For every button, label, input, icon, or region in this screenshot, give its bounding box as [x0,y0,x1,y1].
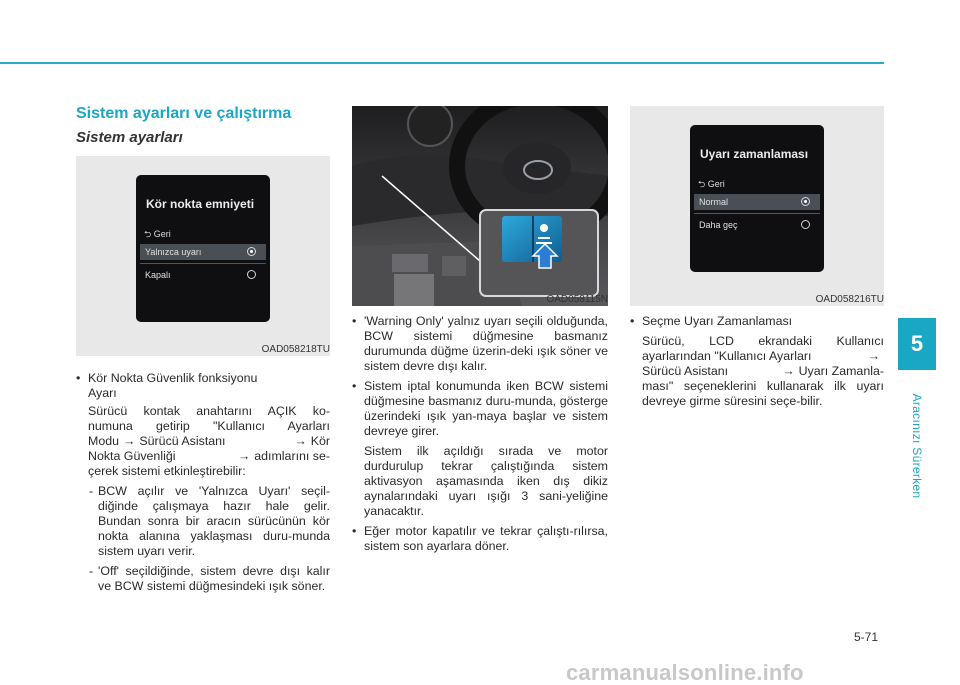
chapter-label: Aracınızı Sürerken [910,393,924,499]
section-title: Sistem ayarları ve çalıştırma [76,105,292,122]
lcd-option: Daha geç [694,217,820,233]
figure-warning-timing-menu [630,106,884,306]
radio-selected-icon [801,197,810,206]
bullet-item: • 'Warning Only' yalnız uyarı seçili olduğunda, BCW sistemi düğmesine basmanız durumunda düğme üzerin-deki ışık söner ve sistem devre dışı kalır. [352,314,608,374]
figure-blind-spot-menu [76,156,330,356]
lcd-title: Kör nokta emniyeti [146,197,255,211]
lcd-divider [694,213,820,214]
figure-caption: OAD058115N [546,294,608,305]
figure-caption: OAD058216TU [815,294,884,305]
radio-empty-icon [801,220,810,229]
chapter-tab: 5 [898,318,936,370]
arrow-icon: → [237,449,251,463]
body-paragraph: Sistem ilk açıldığı sırada ve motor durdurulup tekrar çalıştığında sistem aktivasyon aşamasında iken dış dikiz aynalarındaki uyarı ışığı 3 sani-yeliğine yanacaktır. [364,444,608,518]
lcd-screen [136,175,270,322]
lcd-title: Uyarı zamanlaması [700,147,809,161]
watermark: carmanualsonline.info [566,660,804,685]
figure-caption: OAD058218TU [261,344,330,355]
arrow-icon: → [294,434,307,448]
text-column-3 [630,314,884,409]
dash-item: - 'Off' seçildiğinde, sistem devre dışı kalır ve BCW sistemi düğmesindeki ışık söner. [76,564,330,594]
lcd-divider [140,263,266,264]
body-paragraph: Sürücü, LCD ekrandaki Kullanıcı ayarlarından "Kullanıcı Ayarları → Sürücü Asistanı → Uyarı Zamanla- ması" seçeneklerini kullanarak ilk uyarı devreye girme süresini seçe-bilir. [642,334,884,408]
bullet-item: • Eğer motor kapatılır ve tekrar çalıştı-rılırsa, sistem son ayarlara döner. [352,524,608,554]
arrow-icon: → [867,349,880,363]
arrow-icon: → [782,364,795,378]
bullet-item: • Sistem iptal konumunda iken BCW sistemi düğmesine basmanız duru-munda, gösterge üzerindeki ışık yan-maya başlar ve sistem devreye girer. [352,379,608,439]
text-column-1 [76,371,330,594]
dash-item: - BCW açılır ve 'Yalnızca Uyarı' seçil-diğinde çalışmaya hazır hale gelir. Bundan sonra bir aracın sürücünün kör nokta alanına yaklaşması duru-munda sistem uyarı verir. [76,484,330,559]
figure-dashboard-photo [352,106,608,306]
arrow-icon: → [123,434,136,448]
lcd-option-selected: Yalnızca uyarı [140,244,266,260]
text-column-2 [352,314,608,554]
radio-selected-icon [247,247,256,256]
back-label: ⮌ Geri [144,229,171,239]
radio-empty-icon [247,270,256,279]
bullet-item: • Seçme Uyarı Zamanlaması [630,314,884,329]
subsection-title: Sistem ayarları [76,129,183,146]
page-number: 5-71 [854,630,879,644]
bullet-item: • Kör Nokta Güvenlik fonksiyonu Ayarı [76,371,330,401]
lcd-option-selected: Normal [694,194,820,210]
lcd-option: Kapalı [140,267,266,283]
dashboard-illustration [352,106,608,306]
body-paragraph: Sürücü kontak anahtarını AÇIK ko- numuna getirip "Kullanıcı Ayarları Modu → Sürücü Asistanı → Kör Nokta Güvenliği → adımlarını se- çerek sistemi etkinleştirebilir: [88,404,330,478]
back-label: ⮌ Geri [698,179,725,189]
header-rule [0,62,884,64]
lcd-screen [690,125,824,272]
